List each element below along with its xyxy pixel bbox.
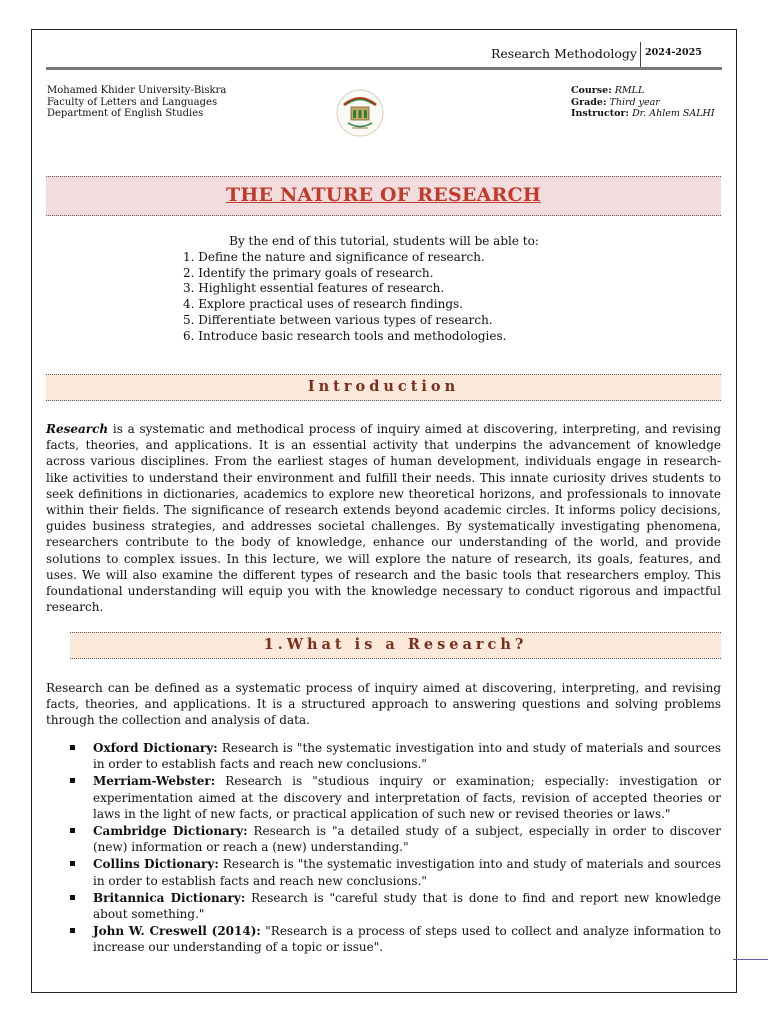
edge-marker-line	[733, 959, 768, 960]
header-divider	[640, 42, 641, 68]
objectives-block	[0, 234, 768, 343]
introduction-body: is a systematic and methodical process of inquiry aimed at discovering, interpreting, and revising facts, theories, and applications. It is an essential activity that underpins the advancement of knowledge across various disciplines. From the earliest stages of human development, individuals engage in research-like activities to understand their environment and fulfill their needs. This innate curiosity drives students to seek definitions in dictionaries, academics to explore new theoretical horizons, and professionals to innovate within their fields. The significance of research extends beyond academic circles. It informs policy decisions, guides business strategies, and addresses societal challenges. By systematically investigating phenomena, researchers contribute to the body of knowledge, enhance our understanding of the world, and provide solutions to complex issues. In this lecture, we will explore the nature of research, its goals, features, and uses. We will also examine the different types of research and the basic tools that researchers employ. This foundational understanding will equip you with the knowledge necessary to conduct rigorous and impactful research.	[46, 422, 721, 615]
page-title: THE NATURE OF RESEARCH	[226, 184, 541, 206]
square-bullet-icon	[70, 861, 75, 866]
objective-item: 5. Differentiate between various types of research.	[183, 312, 493, 327]
department-name: Department of English Studies	[47, 108, 204, 119]
definition-text: Research is "careful study that is done to find and report new knowledge about something."	[93, 890, 721, 922]
square-bullet-icon	[70, 778, 75, 783]
header-rule	[46, 67, 722, 70]
objective-item: 6. Introduce basic research tools and methodologies.	[183, 328, 507, 343]
objectives-list	[183, 250, 506, 345]
definition-text: Research is "the systematic investigation into and study of materials and sources in order to establish facts and reach new conclusions."	[93, 741, 721, 772]
definition-text: Research is "the systematic investigation into and study of materials and sources in order to establish facts and reach new conclusions."	[93, 857, 721, 888]
section1-heading: 1.What is a Research?	[263, 636, 528, 653]
section1-definition-paragraph: Research can be defined as a systematic process of inquiry aimed at discovering, interpreting, and revising facts, theories, and applications. It is a structured approach to answering questions and solving problems through the collection and analysis of data.	[46, 681, 721, 728]
instructor-label: Instructor:	[571, 108, 630, 119]
square-bullet-icon	[70, 928, 75, 933]
objective-item: 4. Explore practical uses of research findings.	[183, 297, 463, 312]
instructor-value: Dr. Ahlem SALHI	[632, 108, 715, 119]
grade-label: Grade:	[571, 96, 607, 108]
square-bullet-icon	[70, 895, 75, 900]
definition-item	[70, 856, 721, 888]
square-bullet-icon	[70, 828, 75, 833]
definition-source: Merriam-Webster:	[93, 774, 216, 789]
objective-item: 3. Highlight essential features of research.	[183, 281, 445, 296]
definition-text: "Research is a process of steps used to collect and analyze information to increase our understanding of a topic or issue".	[93, 924, 721, 955]
definition-item	[70, 890, 721, 922]
definition-source: Cambridge Dictionary:	[93, 824, 248, 839]
course-label: Course:	[571, 85, 612, 96]
objective-item: 1. Define the nature and significance of research.	[183, 249, 485, 264]
university-seal-icon	[334, 88, 386, 138]
definition-item	[70, 773, 721, 822]
introduction-heading: Introduction	[307, 378, 460, 395]
faculty-name: Faculty of Letters and Languages	[47, 96, 218, 108]
definition-item	[70, 823, 721, 855]
institution-block	[47, 85, 226, 120]
square-bullet-icon	[70, 745, 75, 750]
introduction-lead-word: Research	[46, 422, 109, 436]
header-course-title: Research Methodology	[491, 46, 637, 61]
introduction-heading-band	[46, 374, 721, 401]
definition-source: Britannica Dictionary:	[93, 890, 246, 905]
definition-item	[70, 923, 721, 955]
course-value: RMLL	[614, 85, 645, 96]
title-band	[46, 176, 721, 216]
definition-text: Research is "studious inquiry or examination; especially: investigation or experimentation aimed at the discovery and interpretation of facts, revision of accepted theories or laws in the light of new facts, or practical application of such new or revised theories or laws."	[93, 774, 721, 821]
section1-heading-band	[70, 632, 721, 659]
course-info-block	[571, 85, 715, 120]
definition-text: Research is "a detailed study of a subject, especially in order to discover (new) information or reach a (new) understanding."	[93, 824, 721, 855]
objective-item: 2. Identify the primary goals of research.	[183, 265, 434, 280]
definitions-list	[70, 740, 721, 957]
definition-item	[70, 740, 721, 772]
header-academic-year: 2024-2025	[645, 47, 702, 58]
university-name: Mohamed Khider University-Biskra	[47, 85, 227, 96]
definition-source: Collins Dictionary:	[93, 857, 219, 872]
objectives-intro: By the end of this tutorial, students will be able to:	[229, 234, 539, 248]
grade-value: Third year	[609, 96, 660, 108]
definition-source: John W. Creswell (2014):	[93, 924, 261, 939]
definition-source: Oxford Dictionary:	[93, 741, 218, 755]
introduction-paragraph	[46, 421, 721, 615]
